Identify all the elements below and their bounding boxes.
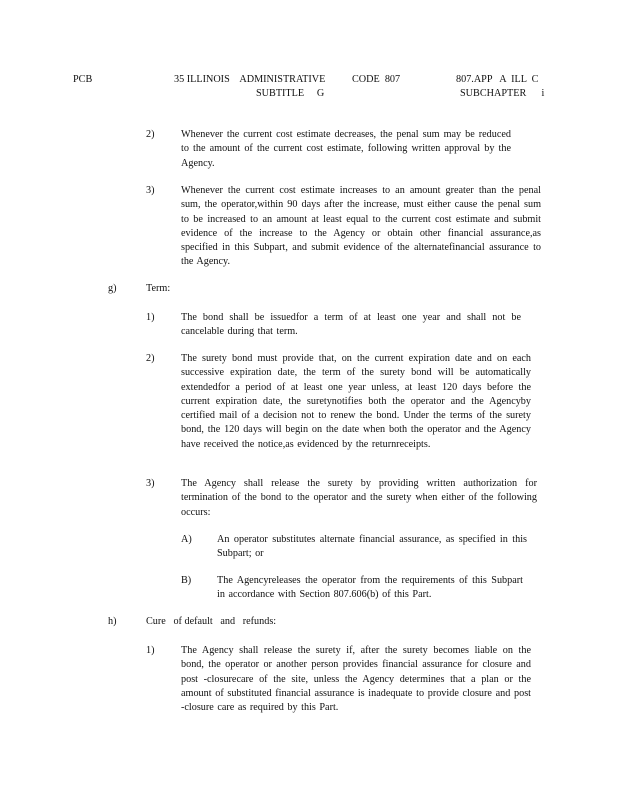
header-right-line1: 807.APP A ILL C — [456, 74, 539, 85]
item-text: Whenever the current cost estimate increases to an amount greater than the penal sum, the operator,within 90 days after the increase, must either cause the penal sum to be increased to an amount at least equal to the current cost estimate and submit evidence of the increase to the Agency or obtain other financial assurance,as specified in this Subpart, and submit evidence of the alternatefinancial assurance to the Agency. — [181, 185, 541, 268]
item-text: The bond shall be issuedfor a term of at least one year and shall not be cancelable during that term. — [181, 312, 521, 338]
item-label: 2) — [146, 353, 155, 364]
header-left-pcb: PCB — [73, 74, 93, 85]
item-text: Whenever the current cost estimate decreases, the penal sum may be reduced to the amount of the current cost estimate, following written approval by the Agency. — [181, 129, 511, 169]
header-right-line2: SUBCHAPTER i — [460, 88, 545, 99]
item-text: The Agency shall release the surety if, after the surety becomes liable on the bond, the operator or another person provides financial assurance for closure and post -closurecare of the site, unless the Agency determines that a plan or the amount of substituted financial assurance is inadequate to provide closure and post -closure care as required by this Part. — [181, 645, 531, 714]
section-label-g: g) — [108, 283, 117, 294]
item-label: 1) — [146, 312, 155, 323]
subitem-text: An operator substitutes alternate financial assurance, as specified in this Subpart; or — [217, 534, 527, 560]
subitem-label: A) — [181, 534, 192, 545]
header-title-line2: SUBTITLE G — [256, 88, 325, 99]
section-heading-term: Term: — [146, 283, 171, 294]
section-heading-cure: Cure of default and refunds: — [146, 616, 277, 627]
item-text: The Agency shall release the surety by providing written authorization for termination of the bond to the operator and the surety when either of the following occurs: — [181, 478, 537, 518]
section-label-h: h) — [108, 616, 117, 627]
item-label: 3) — [146, 185, 155, 196]
item-label: 1) — [146, 645, 155, 656]
item-label: 3) — [146, 478, 155, 489]
header-title-line1: 35 ILLINOIS ADMINISTRATIVE — [174, 74, 326, 85]
subitem-text: The Agencyreleases the operator from the requirements of this Subpart in accordance with Section 807.606(b) of this Part. — [217, 575, 523, 601]
subitem-label: B) — [181, 575, 192, 586]
item-text: The surety bond must provide that, on the current expiration date and on each successive expiration date, the term of the surety bond will be automatically extendedfor a period of at least one year unless, at least 120 days before the current expiration date, the suretynotifies both the operator and the Agencyby certified mail of a decision not to renew the bond. Under the terms of the surety bond, the 120 days will begin on the date when both the operator and the Agency have received the notice,as evidenced by the returnreceipts. — [181, 353, 531, 450]
header-code: CODE 807 — [352, 74, 401, 85]
item-label: 2) — [146, 129, 155, 140]
